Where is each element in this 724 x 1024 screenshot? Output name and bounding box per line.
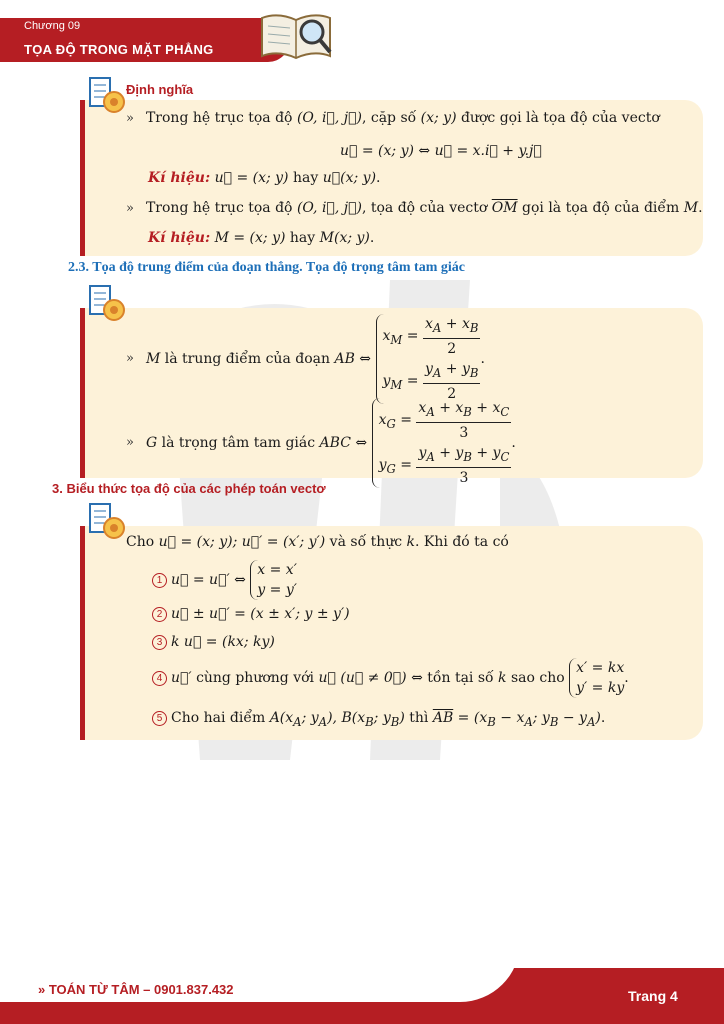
def-item-1: » Trong hệ trục tọa độ (O, i⃗, j⃗), cặp số (x; y) được gọi là tọa độ của vectơ — [126, 110, 660, 126]
centroid-formula: » G là trọng tâm tam giác ABC ⇔ $x_G$ = $\frac{x_A + x_B + x_C}{3}$ $y_G$ = $\frac{y_A + y_B + y_C}{3}$ . — [126, 400, 516, 486]
page-number: Trang 4 — [628, 988, 678, 1004]
chapter-title: TỌA ĐỘ TRONG MẶT PHẲNG — [24, 42, 214, 57]
footer-brand: » TOÁN TỪ TÂM – 0901.837.432 — [38, 982, 234, 997]
checklist-target-icon — [86, 74, 126, 114]
definition-label: Định nghĩa — [126, 82, 194, 97]
checklist-target-icon — [86, 282, 126, 322]
section-3-intro: Cho u⃗ = (x; y); u⃗′ = (x′; y′) và số thực k. Khi đó ta có — [126, 534, 509, 550]
property-5: 5 Cho hai điểm $A(x_A$; $y_A$), $B(x_B$; $y_B$) thì $\overline{AB} = (x_B - x_A$; $y_B - y_A$). — [152, 710, 605, 729]
def-notation-2: Kí hiệu: M = (x; y) hay M(x; y). — [148, 230, 375, 246]
property-3: 3 k u⃗ = (kx; ky) — [152, 634, 275, 650]
def-item-2: » Trong hệ trục tọa độ (O, i⃗, j⃗), tọa độ của vectơ $\overline{OM}$ gọi là tọa độ của điểm M. — [126, 200, 703, 216]
midpoint-formula: » M là trung điểm của đoạn AB ⇔ $x_M$ = $\frac{x_A + x_B}{2}$ $y_M$ = $\frac{y_A + y_B}{2}$ . — [126, 316, 485, 402]
property-2: 2 u⃗ ± u⃗′ = (x ± x′; y ± y′) — [152, 606, 350, 622]
footer-white-curve — [0, 850, 520, 1002]
property-4: 4 u⃗′ cùng phương với u⃗ (u⃗ ≠ 0⃗) ⇔ tồn tại số k sao cho x′ = kx y′ = ky . — [152, 658, 629, 698]
section-3-heading: 3. Biểu thức tọa độ của các phép toán vectơ — [52, 481, 326, 496]
def-notation-1: Kí hiệu: u⃗ = (x; y) hay u⃗(x; y). — [148, 170, 381, 186]
property-1: 1 u⃗ = u⃗′ ⇔ x = x′ y = y′ — [152, 560, 297, 600]
book-magnifier-icon — [256, 6, 336, 64]
checklist-target-icon — [86, 500, 126, 540]
chapter-number: Chương 09 — [24, 20, 81, 32]
section-3-box — [80, 526, 703, 740]
def-formula-1: u⃗ = (x; y) ⇔ u⃗ = x.i⃗ + y.j⃗ — [340, 143, 542, 159]
section-2-3-heading: 2.3. Tọa độ trung điểm của đoạn thẳng. Tọa độ trọng tâm tam giác — [68, 260, 465, 275]
